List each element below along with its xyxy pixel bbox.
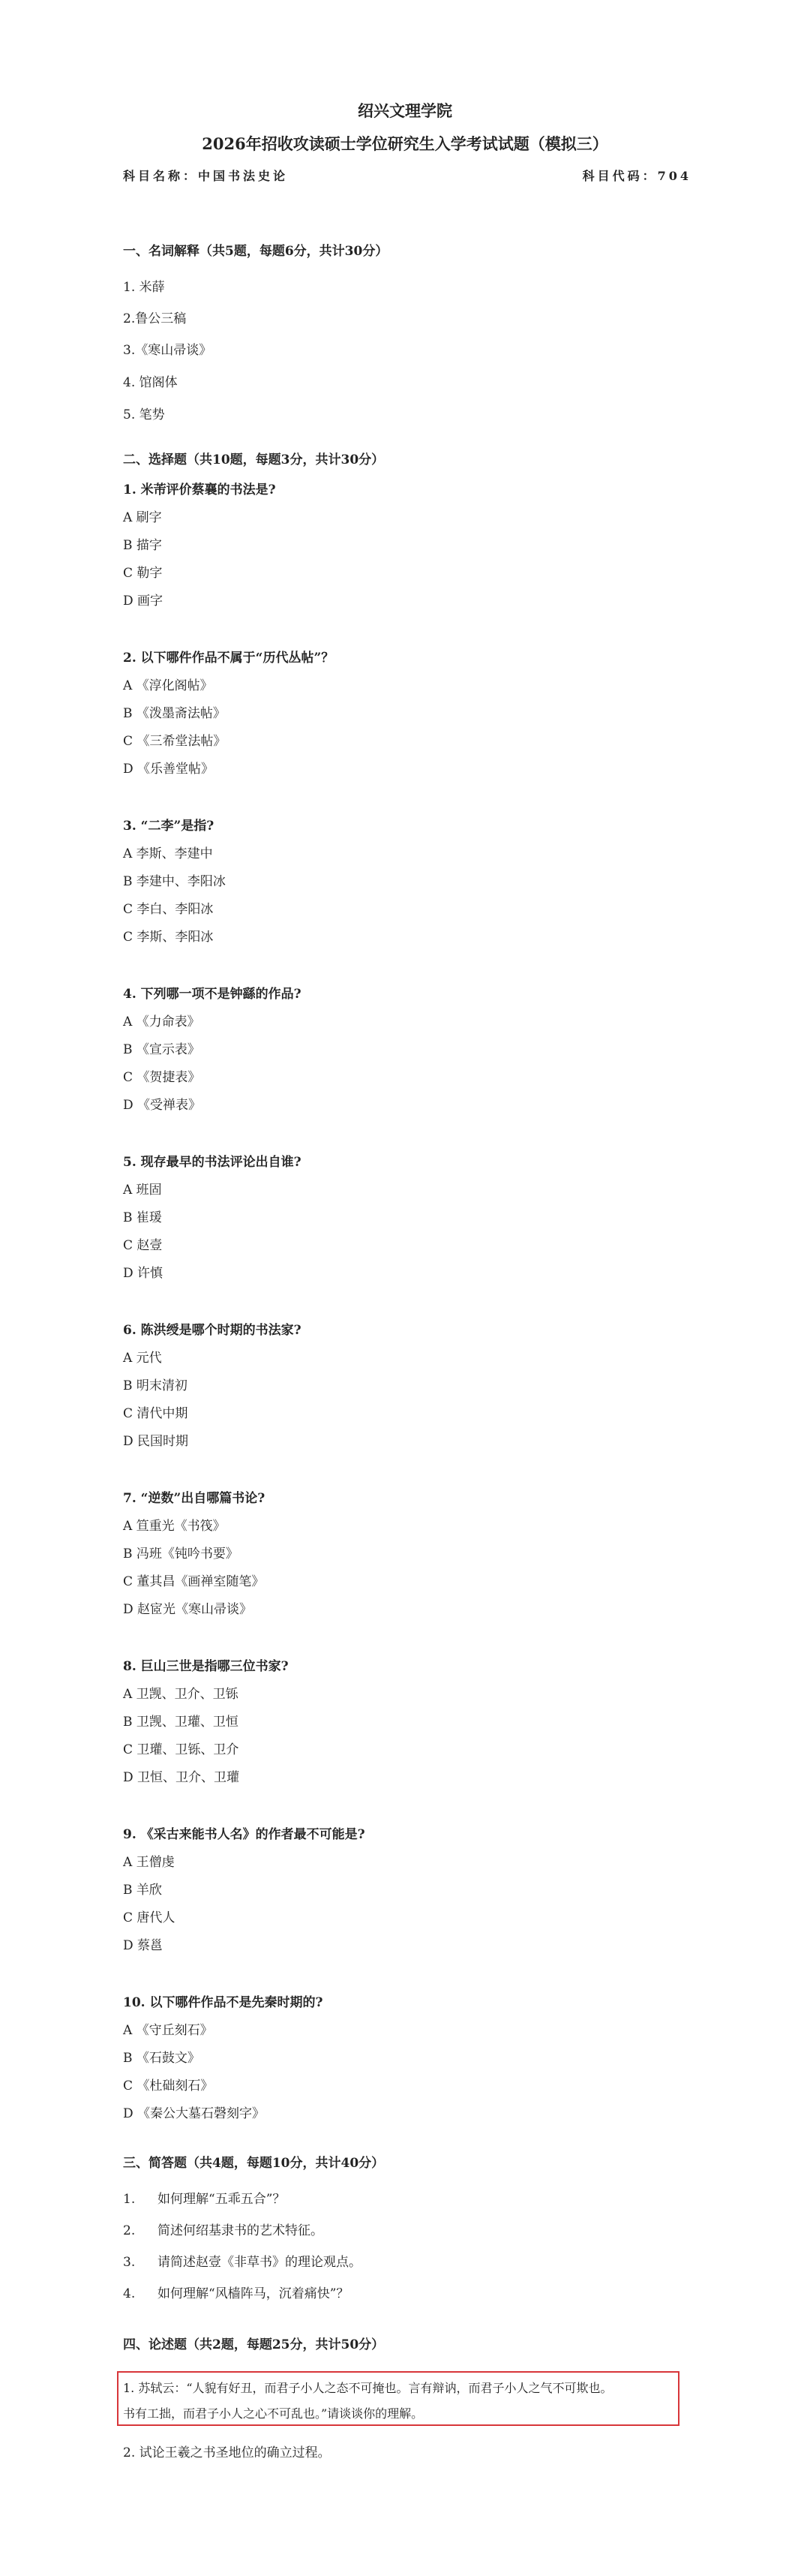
option: B 冯班《钝吟书要》 xyxy=(123,1547,238,1562)
option: B 崔瑗 xyxy=(123,1210,162,1225)
option: C 《杜础刻石》 xyxy=(123,2079,214,2094)
term-item: 3.《寒山帚谈》 xyxy=(123,343,212,358)
option: B 羊欣 xyxy=(123,1883,162,1898)
question-text: 10. 以下哪件作品不是先秦时期的? xyxy=(123,1995,323,2010)
option: C 赵壹 xyxy=(123,1238,163,1253)
option: B 描字 xyxy=(123,538,162,553)
option: D 民国时期 xyxy=(123,1434,189,1449)
subject-row xyxy=(123,167,692,188)
option: C 李斯、李阳冰 xyxy=(123,930,214,945)
option: A 王僧虔 xyxy=(123,1855,175,1870)
question-text: 6. 陈洪绶是哪个时期的书法家? xyxy=(123,1323,302,1338)
option: A 班固 xyxy=(123,1183,162,1198)
option: D 《乐善堂帖》 xyxy=(123,762,214,777)
option: C 勒字 xyxy=(123,566,163,581)
option: A 《守丘刻石》 xyxy=(123,2023,213,2038)
option: A 李斯、李建中 xyxy=(123,846,213,861)
school-name: 绍兴文理学院 xyxy=(358,101,452,120)
essay-question: 2. 试论王羲之书圣地位的确立过程。 xyxy=(123,2445,331,2460)
item-text: 如何理解“风樯阵马，沉着痛快”？ xyxy=(158,2286,350,2301)
option: C 李白、李阳冰 xyxy=(123,902,214,917)
option: A 元代 xyxy=(123,1351,162,1366)
item-number: 2. xyxy=(123,2223,136,2238)
option: B 《石鼓文》 xyxy=(123,2051,200,2066)
option: D 许慎 xyxy=(123,1266,164,1281)
question-text: 1. 米芾评价蔡襄的书法是? xyxy=(123,482,276,497)
option: D 赵宧光《寒山帚谈》 xyxy=(123,1602,253,1617)
short-answer-item xyxy=(123,2251,362,2270)
exam-title: 2026年招收攻读硕士学位研究生入学考试试题（模拟三） xyxy=(202,134,608,153)
option: B 《宣示表》 xyxy=(123,1042,200,1057)
option: C 清代中期 xyxy=(123,1406,188,1421)
essay-question-line: 书有工拙，而君子小人之心不可乱也。”请谈谈你的理解。 xyxy=(123,2406,424,2421)
question-text: 4. 下列哪一项不是钟繇的作品? xyxy=(123,987,302,1002)
item-number: 4. xyxy=(123,2286,136,2301)
short-answer-item xyxy=(123,2283,349,2301)
option: C 《三希堂法帖》 xyxy=(123,734,226,749)
option: B 《泼墨斋法帖》 xyxy=(123,706,226,721)
question-text: 3. “二李”是指? xyxy=(123,819,214,834)
question-text: 2. 以下哪件作品不属于“历代丛帖”？ xyxy=(123,651,334,666)
option: D 卫恒、卫介、卫瓘 xyxy=(123,1770,240,1785)
term-item: 2.鲁公三稿 xyxy=(123,311,187,326)
subject-name: 科目名称：中国书法史论 xyxy=(123,169,289,183)
option: A 刷字 xyxy=(123,510,162,525)
question-text: 9. 《采古来能书人名》的作者最不可能是? xyxy=(123,1827,365,1842)
question-text: 5. 现存最早的书法评论出自谁? xyxy=(123,1155,302,1170)
question-text: 7. “逆数”出自哪篇书论? xyxy=(123,1491,266,1506)
option: D 《秦公大墓石磬刻字》 xyxy=(123,2106,266,2121)
item-text: 简述何绍基隶书的艺术特征。 xyxy=(158,2223,323,2238)
option: C 卫瓘、卫铄、卫介 xyxy=(123,1742,239,1757)
term-item: 5. 笔势 xyxy=(123,407,165,422)
option: A 《淳化阁帖》 xyxy=(123,678,213,693)
option: B 李建中、李阳冰 xyxy=(123,874,226,889)
option: C 《贺捷表》 xyxy=(123,1070,201,1085)
option: C 唐代人 xyxy=(123,1910,176,1925)
option: D 画字 xyxy=(123,594,164,609)
term-item: 1. 米薛 xyxy=(123,280,165,295)
item-text: 请简述赵壹《非草书》的理论观点。 xyxy=(158,2255,362,2270)
item-number: 1. xyxy=(123,2192,136,2207)
section-title: 二、选择题（共10题，每题3分，共计30分） xyxy=(123,452,385,467)
option: A 《力命表》 xyxy=(123,1014,200,1029)
section-title: 四、论述题（共2题，每题25分，共计50分） xyxy=(123,2337,385,2352)
short-answer-item xyxy=(123,2188,285,2207)
essay-question-line: 1. 苏轼云：“人貌有好丑，而君子小人之态不可掩也。言有辩讷，而君子小人之气不可欺也。 xyxy=(123,2381,613,2395)
option: B 明末清初 xyxy=(123,1378,188,1393)
term-item: 4. 馆阁体 xyxy=(123,375,178,390)
option: D 蔡邕 xyxy=(123,1938,164,1953)
option: A 笪重光《书筏》 xyxy=(123,1519,226,1534)
option: C 董其昌《画禅室随笔》 xyxy=(123,1574,265,1589)
subject-code: 科目代码：704 xyxy=(582,169,692,183)
item-number: 3. xyxy=(123,2255,136,2270)
option: A 卫觊、卫介、卫铄 xyxy=(123,1687,238,1702)
short-answer-item xyxy=(123,2220,323,2238)
section-title: 一、名词解释（共5题，每题6分，共计30分） xyxy=(123,244,388,259)
question-text: 8. 巨山三世是指哪三位书家? xyxy=(123,1659,289,1674)
option: D 《受禅表》 xyxy=(123,1098,202,1113)
option: B 卫觊、卫瓘、卫恒 xyxy=(123,1715,238,1730)
section-title: 三、简答题（共4题，每题10分，共计40分） xyxy=(123,2156,385,2171)
item-text: 如何理解“五乖五合”？ xyxy=(158,2192,286,2207)
